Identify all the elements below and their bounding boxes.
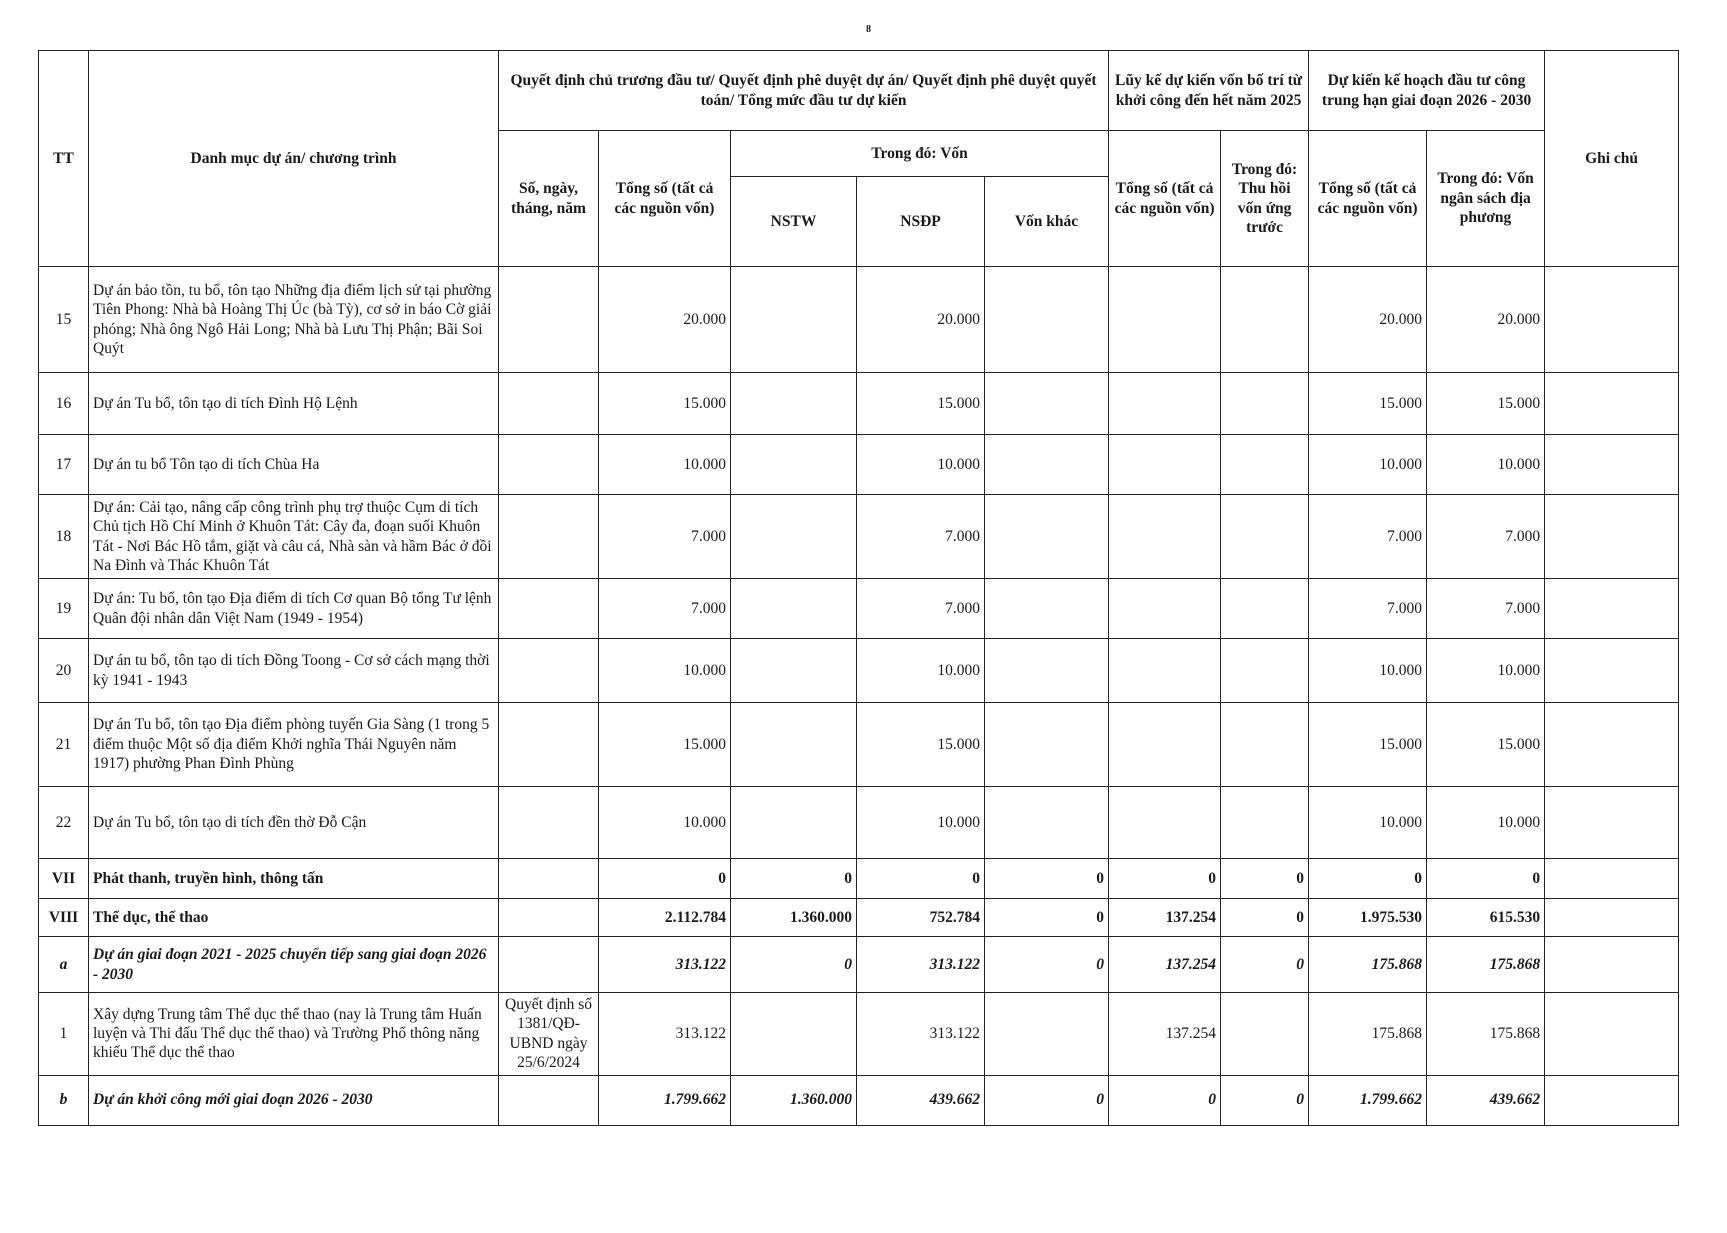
cell-ghi-chu <box>1545 639 1679 703</box>
cell-dk-nsdp: 15.000 <box>1427 373 1545 435</box>
cell-luy-ke <box>1109 703 1221 787</box>
table-row <box>39 267 1679 373</box>
cell-tt: b <box>39 1075 89 1125</box>
cell-dk-tong: 15.000 <box>1309 703 1427 787</box>
table-row <box>39 639 1679 703</box>
cell-nsdp: 10.000 <box>857 435 985 495</box>
cell-dk-tong: 10.000 <box>1309 639 1427 703</box>
cell-tong-so: 7.000 <box>599 579 731 639</box>
cell-dk-nsdp: 175.868 <box>1427 937 1545 993</box>
cell-tt: 1 <box>39 993 89 1076</box>
cell-thu-hoi <box>1221 787 1309 859</box>
cell-luy-ke: 137.254 <box>1109 899 1221 937</box>
cell-thu-hoi: 0 <box>1221 1075 1309 1125</box>
cell-nsdp: 20.000 <box>857 267 985 373</box>
cell-von-khac <box>985 495 1109 579</box>
table-body <box>39 267 1679 1126</box>
cell-tong-so: 7.000 <box>599 495 731 579</box>
cell-tt: VIII <box>39 899 89 937</box>
cell-tt: a <box>39 937 89 993</box>
cell-dk-nsdp: 15.000 <box>1427 703 1545 787</box>
cell-dk-nsdp: 10.000 <box>1427 787 1545 859</box>
cell-nstw: 0 <box>731 937 857 993</box>
table-header <box>39 51 1679 267</box>
cell-luy-ke: 137.254 <box>1109 937 1221 993</box>
cell-tong-so: 313.122 <box>599 993 731 1076</box>
cell-nstw <box>731 373 857 435</box>
cell-von-khac <box>985 373 1109 435</box>
cell-name: Dự án bảo tồn, tu bổ, tôn tạo Những địa điểm lịch sử tại phường Tiên Phong: Nhà bà Hoàng Thị Úc (bà Tỳ), cơ sở in báo Cờ giải phóng; Nhà ông Ngô Hải Long; Nhà bà Lưu Thị Phận; Bãi Soi Quýt <box>89 267 499 373</box>
cell-name: Thể dục, thể thao <box>89 899 499 937</box>
cell-dk-tong: 175.868 <box>1309 937 1427 993</box>
cell-luy-ke <box>1109 435 1221 495</box>
cell-tong-so: 1.799.662 <box>599 1075 731 1125</box>
table-row <box>39 495 1679 579</box>
cell-nstw <box>731 579 857 639</box>
cell-so-ngay <box>499 435 599 495</box>
cell-dk-tong: 1.975.530 <box>1309 899 1427 937</box>
cell-tt: 19 <box>39 579 89 639</box>
header-so-ngay: Số, ngày, tháng, năm <box>499 131 599 267</box>
cell-name: Dự án tu bổ, tôn tạo di tích Đồng Toong - Cơ sở cách mạng thời kỳ 1941 - 1943 <box>89 639 499 703</box>
cell-dk-nsdp: 615.530 <box>1427 899 1545 937</box>
header-thu-hoi: Trong đó: Thu hồi vốn ứng trước <box>1221 131 1309 267</box>
cell-dk-tong: 0 <box>1309 859 1427 899</box>
cell-von-khac <box>985 267 1109 373</box>
cell-thu-hoi <box>1221 993 1309 1076</box>
cell-tt: 22 <box>39 787 89 859</box>
cell-von-khac <box>985 787 1109 859</box>
cell-luy-ke: 0 <box>1109 859 1221 899</box>
cell-tt: 21 <box>39 703 89 787</box>
cell-nstw: 0 <box>731 859 857 899</box>
cell-nstw <box>731 435 857 495</box>
cell-nstw <box>731 639 857 703</box>
cell-tong-so: 2.112.784 <box>599 899 731 937</box>
cell-tt: 15 <box>39 267 89 373</box>
cell-name: Dự án giai đoạn 2021 - 2025 chuyển tiếp sang giai đoạn 2026 - 2030 <box>89 937 499 993</box>
cell-nsdp: 313.122 <box>857 993 985 1076</box>
cell-ghi-chu <box>1545 1075 1679 1125</box>
cell-so-ngay <box>499 937 599 993</box>
cell-luy-ke <box>1109 495 1221 579</box>
cell-ghi-chu <box>1545 703 1679 787</box>
cell-name: Phát thanh, truyền hình, thông tấn <box>89 859 499 899</box>
cell-dk-nsdp: 10.000 <box>1427 639 1545 703</box>
cell-tong-so: 15.000 <box>599 703 731 787</box>
cell-ghi-chu <box>1545 993 1679 1076</box>
header-nsdp: NSĐP <box>857 177 985 267</box>
cell-nsdp: 15.000 <box>857 703 985 787</box>
cell-luy-ke <box>1109 373 1221 435</box>
cell-tong-so: 10.000 <box>599 639 731 703</box>
cell-nsdp: 10.000 <box>857 787 985 859</box>
cell-dk-tong: 10.000 <box>1309 787 1427 859</box>
cell-dk-tong: 10.000 <box>1309 435 1427 495</box>
cell-tt: 20 <box>39 639 89 703</box>
cell-nstw <box>731 267 857 373</box>
cell-name: Dự án tu bổ Tôn tạo di tích Chùa Ha <box>89 435 499 495</box>
cell-von-khac <box>985 639 1109 703</box>
cell-so-ngay: Quyết định số 1381/QĐ-UBND ngày 25/6/2024 <box>499 993 599 1076</box>
cell-thu-hoi <box>1221 435 1309 495</box>
header-luy-ke-tong-so: Tổng số (tất cả các nguồn vốn) <box>1109 131 1221 267</box>
cell-so-ngay <box>499 495 599 579</box>
cell-nstw: 1.360.000 <box>731 899 857 937</box>
cell-luy-ke <box>1109 267 1221 373</box>
cell-ghi-chu <box>1545 787 1679 859</box>
cell-name: Dự án Tu bổ, tôn tạo di tích Đình Hộ Lệnh <box>89 373 499 435</box>
cell-name: Dự án khởi công mới giai đoạn 2026 - 2030 <box>89 1075 499 1125</box>
cell-tt: 17 <box>39 435 89 495</box>
header-ghi-chu: Ghi chú <box>1545 51 1679 267</box>
table-row <box>39 579 1679 639</box>
cell-dk-nsdp: 10.000 <box>1427 435 1545 495</box>
cell-dk-tong: 15.000 <box>1309 373 1427 435</box>
cell-so-ngay <box>499 639 599 703</box>
cell-thu-hoi <box>1221 267 1309 373</box>
table-row <box>39 435 1679 495</box>
cell-tong-so: 15.000 <box>599 373 731 435</box>
cell-nsdp: 10.000 <box>857 639 985 703</box>
cell-so-ngay <box>499 899 599 937</box>
cell-dk-tong: 7.000 <box>1309 495 1427 579</box>
table-row <box>39 703 1679 787</box>
cell-nstw <box>731 787 857 859</box>
header-tt: TT <box>39 51 89 267</box>
cell-luy-ke: 137.254 <box>1109 993 1221 1076</box>
header-dk-tong-so: Tổng số (tất cả các nguồn vốn) <box>1309 131 1427 267</box>
cell-von-khac <box>985 703 1109 787</box>
cell-nsdp: 7.000 <box>857 495 985 579</box>
table-row <box>39 899 1679 937</box>
cell-ghi-chu <box>1545 435 1679 495</box>
cell-thu-hoi <box>1221 373 1309 435</box>
cell-tong-so: 20.000 <box>599 267 731 373</box>
cell-thu-hoi <box>1221 703 1309 787</box>
cell-so-ngay <box>499 267 599 373</box>
cell-luy-ke <box>1109 639 1221 703</box>
cell-von-khac <box>985 993 1109 1076</box>
cell-nsdp: 7.000 <box>857 579 985 639</box>
table-row <box>39 1075 1679 1125</box>
cell-von-khac: 0 <box>985 937 1109 993</box>
cell-nstw <box>731 703 857 787</box>
cell-thu-hoi: 0 <box>1221 859 1309 899</box>
table-row <box>39 373 1679 435</box>
cell-thu-hoi: 0 <box>1221 937 1309 993</box>
cell-ghi-chu <box>1545 937 1679 993</box>
cell-name: Dự án Tu bổ, tôn tạo Địa điểm phòng tuyến Gia Sàng (1 trong 5 điểm thuộc Một số địa điểm Khởi nghĩa Thái Nguyên năm 1917) phường Phan Đình Phùng <box>89 703 499 787</box>
cell-dk-nsdp: 439.662 <box>1427 1075 1545 1125</box>
table-row <box>39 937 1679 993</box>
cell-name: Dự án: Tu bổ, tôn tạo Địa điểm di tích Cơ quan Bộ tổng Tư lệnh Quân đội nhân dân Việt Nam (1949 - 1954) <box>89 579 499 639</box>
header-nstw: NSTW <box>731 177 857 267</box>
cell-so-ngay <box>499 859 599 899</box>
cell-thu-hoi <box>1221 579 1309 639</box>
cell-ghi-chu <box>1545 859 1679 899</box>
cell-tong-so: 10.000 <box>599 787 731 859</box>
page-number: 8 <box>866 24 871 35</box>
cell-luy-ke <box>1109 787 1221 859</box>
cell-dk-nsdp: 20.000 <box>1427 267 1545 373</box>
cell-ghi-chu <box>1545 899 1679 937</box>
cell-dk-nsdp: 7.000 <box>1427 495 1545 579</box>
table-row <box>39 787 1679 859</box>
cell-tong-so: 10.000 <box>599 435 731 495</box>
header-danh-muc: Danh mục dự án/ chương trình <box>89 51 499 267</box>
cell-nsdp: 0 <box>857 859 985 899</box>
cell-nsdp: 15.000 <box>857 373 985 435</box>
cell-name: Xây dựng Trung tâm Thể dục thể thao (nay là Trung tâm Huấn luyện và Thi đấu Thể dục thể thao) và Trường Phổ thông năng khiếu Thể dục thể thao <box>89 993 499 1076</box>
cell-nsdp: 313.122 <box>857 937 985 993</box>
cell-nsdp: 439.662 <box>857 1075 985 1125</box>
cell-dk-tong: 1.799.662 <box>1309 1075 1427 1125</box>
cell-von-khac <box>985 579 1109 639</box>
cell-ghi-chu <box>1545 495 1679 579</box>
cell-thu-hoi <box>1221 495 1309 579</box>
header-quyet-dinh-group: Quyết định chủ trương đầu tư/ Quyết định phê duyệt dự án/ Quyết định phê duyệt quyết toán/ Tổng mức đầu tư dự kiến <box>499 51 1109 131</box>
cell-name: Dự án Tu bổ, tôn tạo di tích đền thờ Đỗ Cận <box>89 787 499 859</box>
cell-so-ngay <box>499 373 599 435</box>
header-tong-so: Tổng số (tất cả các nguồn vốn) <box>599 131 731 267</box>
cell-ghi-chu <box>1545 373 1679 435</box>
cell-dk-tong: 20.000 <box>1309 267 1427 373</box>
cell-von-khac: 0 <box>985 899 1109 937</box>
cell-ghi-chu <box>1545 267 1679 373</box>
cell-dk-tong: 7.000 <box>1309 579 1427 639</box>
investment-table <box>38 50 1679 1126</box>
header-du-kien-group: Dự kiến kế hoạch đầu tư công trung hạn giai đoạn 2026 - 2030 <box>1309 51 1545 131</box>
header-dk-trong-do: Trong đó: Vốn ngân sách địa phương <box>1427 131 1545 267</box>
cell-dk-tong: 175.868 <box>1309 993 1427 1076</box>
cell-so-ngay <box>499 1075 599 1125</box>
cell-nsdp: 752.784 <box>857 899 985 937</box>
cell-von-khac: 0 <box>985 1075 1109 1125</box>
cell-tong-so: 0 <box>599 859 731 899</box>
cell-dk-nsdp: 7.000 <box>1427 579 1545 639</box>
cell-so-ngay <box>499 703 599 787</box>
cell-luy-ke: 0 <box>1109 1075 1221 1125</box>
cell-nstw <box>731 495 857 579</box>
cell-tt: 18 <box>39 495 89 579</box>
cell-so-ngay <box>499 787 599 859</box>
header-trong-do-von: Trong đó: Vốn <box>731 131 1109 177</box>
cell-tong-so: 313.122 <box>599 937 731 993</box>
cell-tt: 16 <box>39 373 89 435</box>
cell-nstw: 1.360.000 <box>731 1075 857 1125</box>
cell-thu-hoi: 0 <box>1221 899 1309 937</box>
table-row <box>39 859 1679 899</box>
cell-von-khac: 0 <box>985 859 1109 899</box>
cell-ghi-chu <box>1545 579 1679 639</box>
header-von-khac: Vốn khác <box>985 177 1109 267</box>
cell-luy-ke <box>1109 579 1221 639</box>
cell-name: Dự án: Cải tạo, nâng cấp công trình phụ trợ thuộc Cụm di tích Chủ tịch Hồ Chí Minh ở Khuôn Tát: Cây đa, đoạn suối Khuôn Tát - Nơi Bác Hồ tắm, giặt và câu cá, Nhà sàn và hầm Bác ở đồi Na Đình và Thác Khuôn Tát <box>89 495 499 579</box>
cell-von-khac <box>985 435 1109 495</box>
cell-nstw <box>731 993 857 1076</box>
cell-thu-hoi <box>1221 639 1309 703</box>
cell-so-ngay <box>499 579 599 639</box>
table-row <box>39 993 1679 1076</box>
header-luy-ke-group: Lũy kế dự kiến vốn bố trí từ khởi công đến hết năm 2025 <box>1109 51 1309 131</box>
cell-tt: VII <box>39 859 89 899</box>
cell-dk-nsdp: 175.868 <box>1427 993 1545 1076</box>
cell-dk-nsdp: 0 <box>1427 859 1545 899</box>
